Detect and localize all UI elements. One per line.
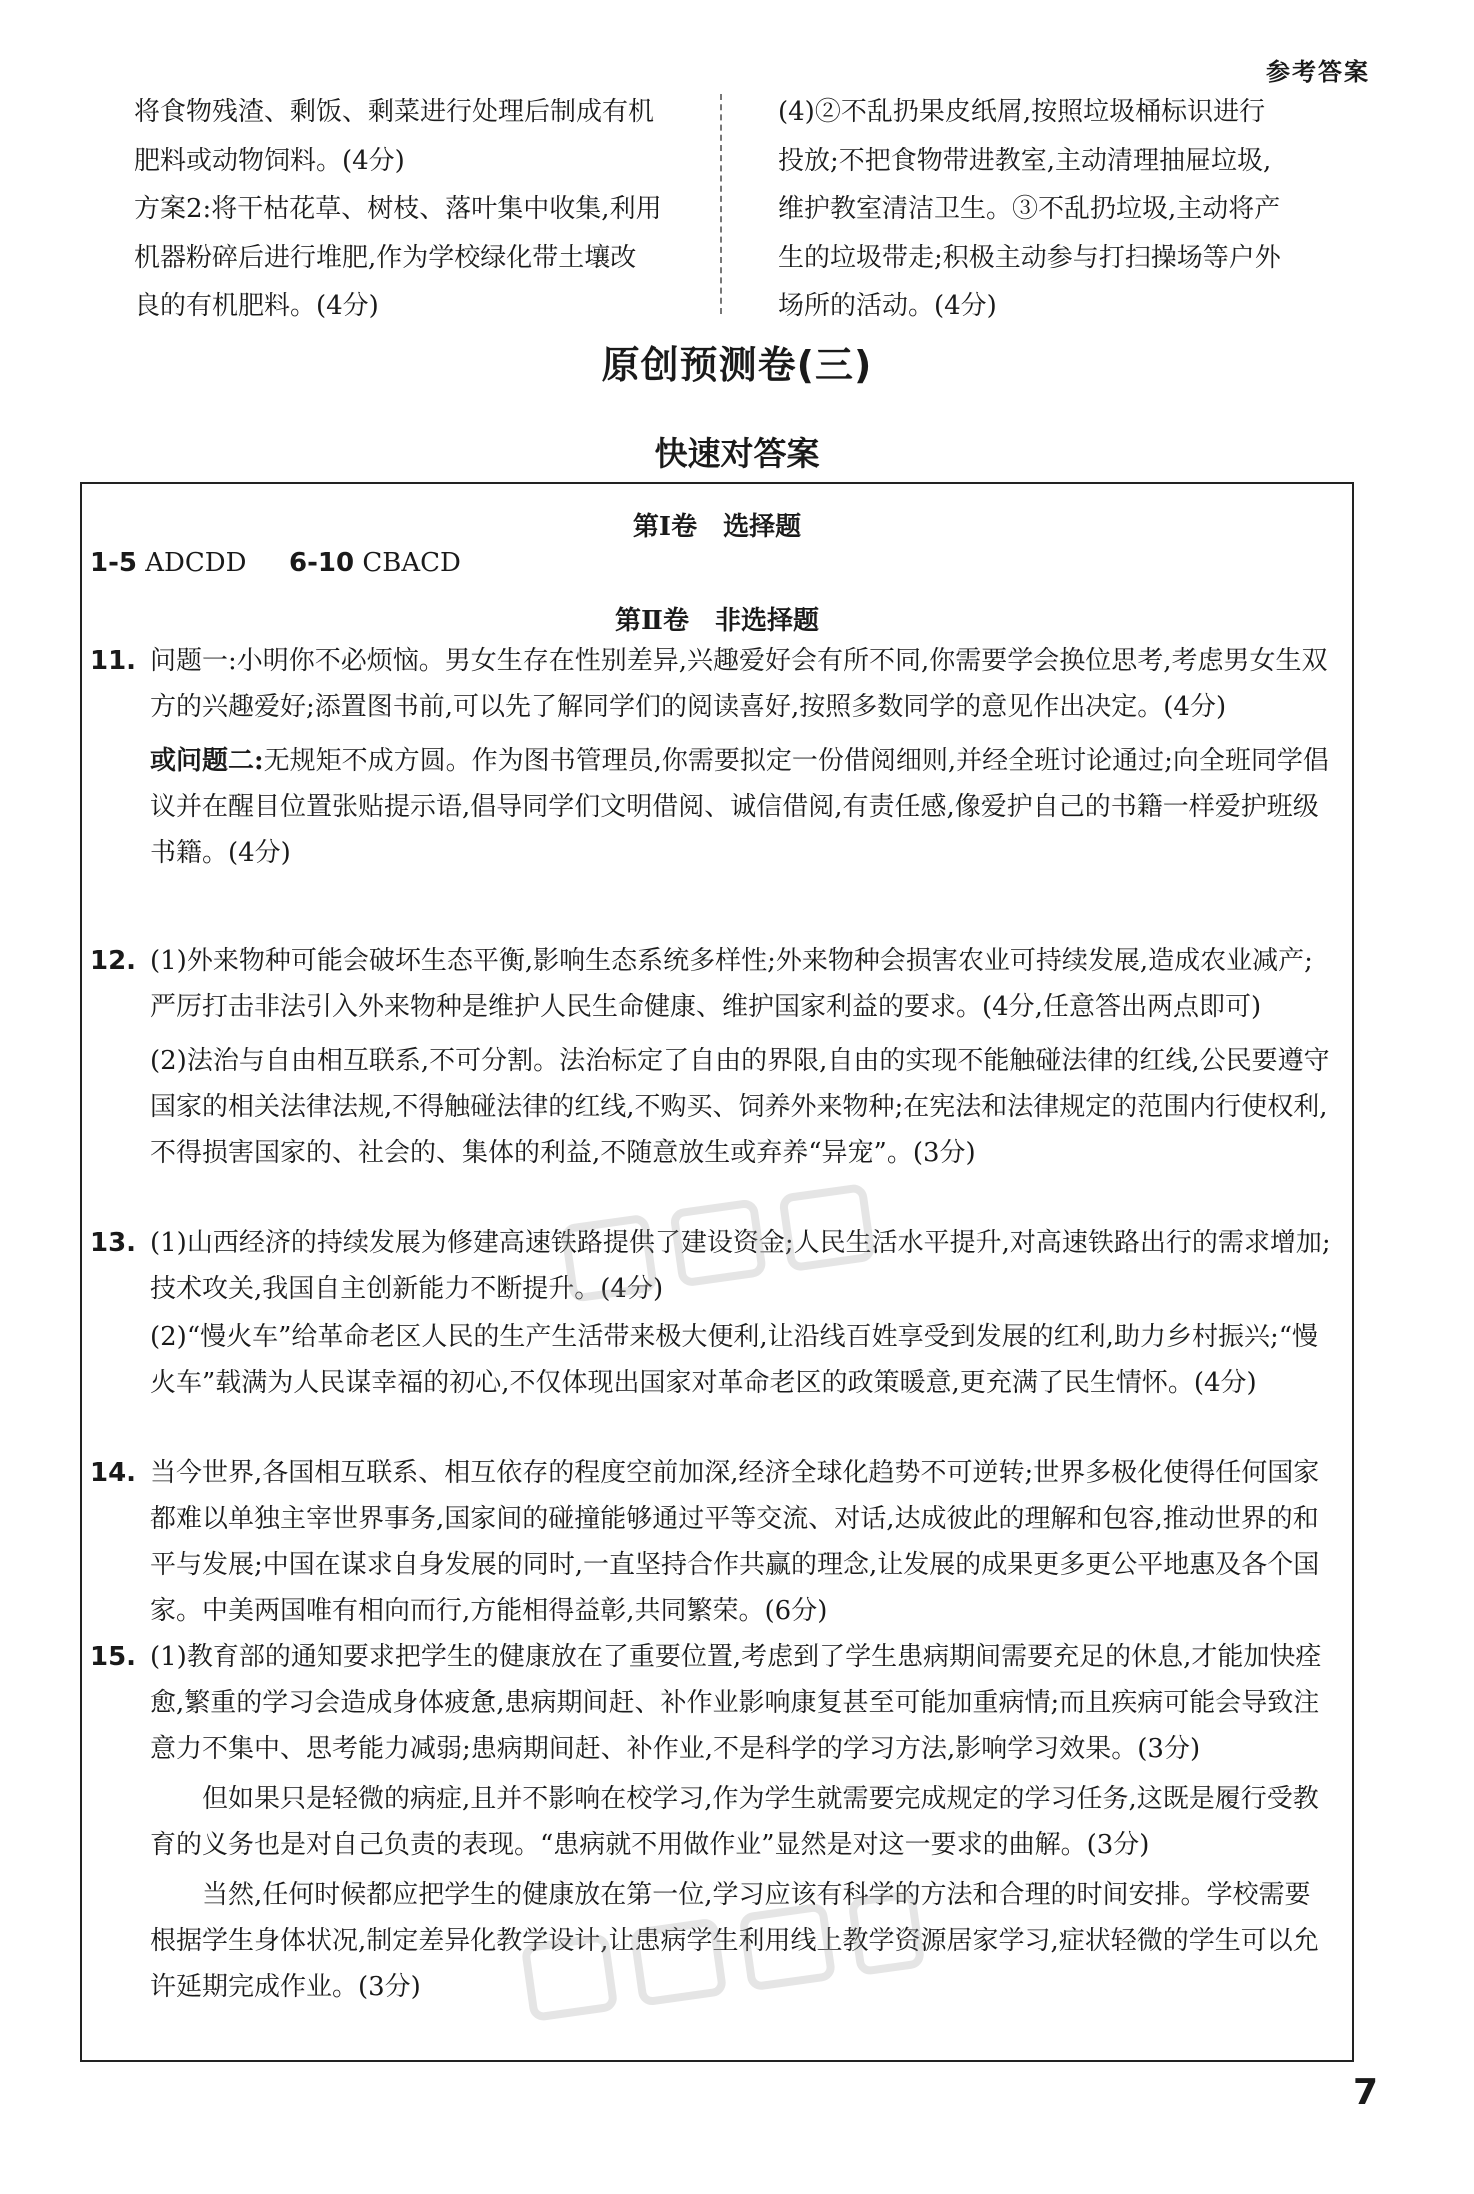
range-6-10: 6-10 [289, 548, 355, 578]
answer-box [80, 482, 1354, 2062]
top-right-column [778, 88, 1368, 331]
text-line: 将食物残渣、剩饭、剩菜进行处理后制成有机 [134, 97, 655, 127]
top-left-column [134, 88, 712, 331]
question-13 [90, 1220, 1336, 1406]
text-line: (4)②不乱扔果皮纸屑,按照垃圾桶标识进行 [778, 97, 1266, 127]
question-11 [90, 638, 1336, 876]
exam-title: 原创预测卷(三) [601, 343, 873, 387]
answer-text: 当然,任何时候都应把学生的健康放在第一位,学习应该有科学的方法和合理的时间安排。学校需要根据学生身体状况,制定差异化教学设计,让患病学生利用线上教学资源居家学习,症状轻微的学生可以允许延期完成作业。(3分) [150, 1880, 1319, 2002]
answer-text: 无规矩不成方圆。作为图书管理员,你需要拟定一份借阅细则,并经全班讨论通过;向全班同学倡议并在醒目位置张贴提示语,倡导同学们文明借阅、诚信借阅,有责任感,像爱护自己的书籍一样爱护班级书籍。(4分) [150, 746, 1329, 868]
text-line: 方案2:将干枯花草、树枝、落叶集中收集,利用 [134, 194, 662, 224]
question-15 [90, 1634, 1336, 2010]
text-line: 良的有机肥料。(4分) [134, 291, 379, 321]
question-14 [90, 1450, 1336, 1634]
question-number: 12. [90, 946, 137, 976]
answer-text: 当今世界,各国相互联系、相互依存的程度空前加深,经济全球化趋势不可逆转;世界多极化使得任何国家都难以单独主宰世界事务,国家间的碰撞能够通过平等交流、对话,达成彼此的理解和包容,推动世界的和平与发展;中国在谋求自身发展的同时,一直坚持合作共赢的理念,让发展的成果更多更公平地惠及各个国家。中美两国唯有相向而行,方能相得益彰,共同繁荣。(6分) [150, 1458, 1320, 1626]
question-number: 11. [90, 646, 137, 676]
answers-1-5: ADCDD [145, 548, 247, 578]
text-line: 生的垃圾带走;积极主动参与打扫操场等户外 [778, 242, 1281, 273]
answer-text: (2)“慢火车”给革命老区人民的生产生活带来极大便利,让沿线百姓享受到发展的红利,助力乡村振兴;“慢火车”载满为人民谋幸福的初心,不仅体现出国家对革命老区的政策暖意,更充满了民生情怀。(4分) [150, 1322, 1318, 1398]
text-line: 机器粉碎后进行堆肥,作为学校绿化带土壤改 [134, 242, 637, 273]
column-divider [720, 94, 722, 314]
answer-text: 但如果只是轻微的病症,且并不影响在校学习,作为学生就需要完成规定的学习任务,这既是履行受教育的义务也是对自己负责的表现。“患病就不用做作业”显然是对这一要求的曲解。(3分) [150, 1784, 1319, 1860]
section-heading-nonchoice: 第Ⅱ卷 非选择题 [615, 606, 819, 636]
header-tag: 参考答案 [1266, 58, 1370, 86]
question-number: 15. [90, 1642, 137, 1672]
answers-6-10: CBACD [362, 548, 461, 578]
answer-text: (1)外来物种可能会破坏生态平衡,影响生态系统多样性;外来物种会损害农业可持续发展,造成农业减产;严厉打击非法引入外来物种是维护人民生命健康、维护国家利益的要求。(4分,任意答出两点即可) [150, 946, 1313, 1022]
text-line: 场所的活动。(4分) [778, 291, 997, 321]
question-12 [90, 938, 1336, 1176]
answer-text: (2)法治与自由相互联系,不可分割。法治标定了自由的界限,自由的实现不能触碰法律的红线,公民要遵守国家的相关法律法规,不得触碰法律的红线,不购买、饲养外来物种;在宪法和法律规定的范围内行使权利,不得损害国家的、社会的、集体的利益,不随意放生或弃养“异宠”。(3分) [150, 1046, 1330, 1168]
text-line: 投放;不把食物带进教室,主动清理抽屉垃圾, [778, 145, 1272, 176]
answer-lead: 或问题二: [150, 746, 264, 776]
text-line: 维护教室清洁卫生。③不乱扔垃圾,主动将产 [778, 194, 1281, 224]
question-number: 14. [90, 1458, 137, 1488]
text-line: 肥料或动物饲料。(4分) [134, 145, 405, 176]
answer-text: (1)山西经济的持续发展为修建高速铁路提供了建设资金;人民生活水平提升,对高速铁路出行的需求增加;技术攻关,我国自主创新能力不断提升。(4分) [150, 1228, 1331, 1304]
answer-subtitle: 快速对答案 [654, 434, 820, 473]
top-continuation [128, 88, 1368, 321]
choice-answers [90, 548, 461, 578]
range-1-5: 1-5 [90, 548, 137, 578]
page-number: 7 [1352, 2072, 1378, 2113]
answer-text: 问题一:小明你不必烦恼。男女生存在性别差异,兴趣爱好会有所不同,你需要学会换位思考,考虑男女生双方的兴趣爱好;添置图书前,可以先了解同学们的阅读喜好,按照多数同学的意见作出决定。(4分) [150, 646, 1328, 722]
section-heading-choice: 第Ⅰ卷 选择题 [632, 512, 802, 542]
answer-text: (1)教育部的通知要求把学生的健康放在了重要位置,考虑到了学生患病期间需要充足的休息,才能加快痊愈,繁重的学习会造成身体疲惫,患病期间赶、补作业影响康复甚至可能加重病情;而且疾病可能会导致注意力不集中、思考能力减弱;患病期间赶、补作业,不是科学的学习方法,影响学习效果。(3分) [150, 1642, 1322, 1764]
question-number: 13. [90, 1228, 137, 1258]
